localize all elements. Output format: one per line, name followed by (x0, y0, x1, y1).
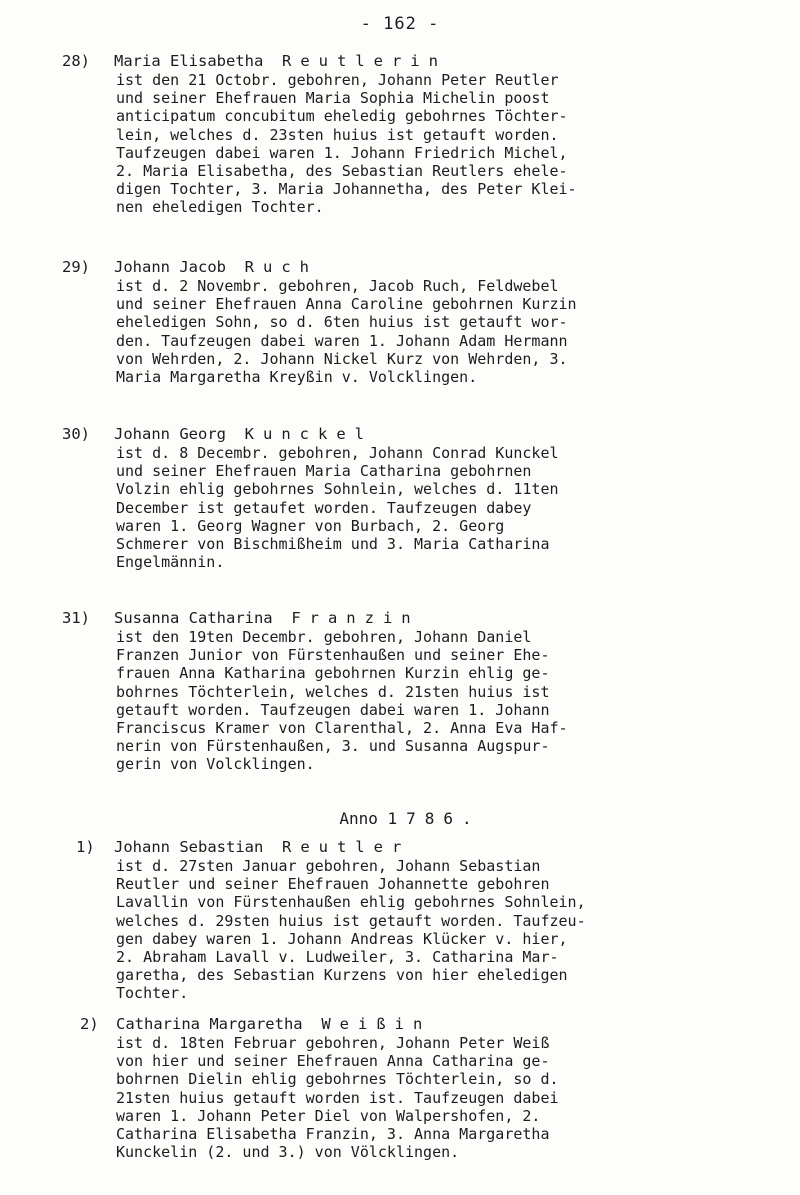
entry-number: 2) (80, 1015, 99, 1033)
entry-line: anticipatum concubitum eheledig gebohrnes Töchter- (116, 107, 568, 126)
entry-surname: Franzin (291, 609, 420, 627)
entry-line: ist d. 27sten Januar gebohren, Johann Sebastian (116, 857, 541, 875)
entry-line: Schmerer von Bischmißheim und 3. Maria Catharina (116, 535, 550, 554)
entry-text (116, 71, 782, 217)
entry-line: Franzen Junior von Fürstenhaußen und seiner Ehe- (116, 646, 550, 665)
entry-line: Volzin ehlig gebohrnes Sohnlein, welches d. 11ten (116, 480, 559, 499)
entry-line: Maria Margaretha Kreyßin v. Volcklingen. (116, 368, 478, 387)
entry-line: von Wehrden, 2. Johann Nickel Kurz von Wehrden, 3. (116, 349, 568, 368)
entry-text (116, 1034, 800, 1161)
entry-line: ist d. 18ten Februar gebohren, Johann Peter Weiß (116, 1034, 550, 1052)
entry-line: und seiner Ehefrauen Maria Catharina gebohrnen (116, 462, 532, 481)
entry-line: Tochter. (116, 984, 189, 1003)
entry-line: waren 1. Johann Peter Diel von Walpershofen, 2. (116, 1106, 541, 1125)
year-heading-label: Anno (339, 809, 378, 828)
entry-line: eheledigen Sohn, so d. 6ten huius ist getauft wor- (116, 313, 568, 332)
entry-line: garetha, des Sebastian Kurzens von hier eheledigen (116, 966, 568, 985)
entry-line: getauft worden. Taufzeugen dabei waren 1. Johann (116, 700, 550, 719)
entry-number: 1) (76, 838, 95, 856)
entry-text (116, 444, 782, 571)
baptism-entry (80, 1015, 800, 1161)
entry-surname: Weißin (321, 1015, 432, 1033)
entry-number: 28) (62, 52, 90, 70)
entry-line: den. Taufzeugen dabei waren 1. Johann Adam Hermann (116, 331, 568, 350)
entry-line: ist d. 2 Novembr. gebohren, Jacob Ruch, Feldwebel (116, 277, 559, 295)
entry-line: nen eheledigen Tochter. (116, 198, 324, 217)
entry-text (116, 277, 782, 386)
entry-line: Taufzeugen dabei waren 1. Johann Friedrich Michel, (116, 143, 568, 162)
entry-given-names: Susanna Catharina (114, 609, 273, 627)
page-number: - 162 - (360, 14, 440, 34)
entry-given-names: Johann Georg (114, 425, 226, 443)
entry-line: December ist getaufet worden. Taufzeugen dabey (116, 498, 532, 517)
entry-number: 30) (62, 425, 90, 443)
baptism-entry (62, 609, 782, 774)
year-heading (0, 809, 800, 828)
entry-line: 2. Abraham Lavall v. Ludweiler, 3. Catharina Mar- (116, 948, 559, 967)
entry-line: digen Tochter, 3. Maria Johannetha, des Peter Klei- (116, 180, 577, 199)
entry-line: Franciscus Kramer von Clarenthal, 2. Anna Eva Haf- (116, 719, 568, 738)
entry-surname: Reutlerin (281, 52, 447, 70)
entry-given-names: Johann Jacob (114, 258, 226, 276)
entry-line: gen dabey waren 1. Johann Andreas Klücker v. hier, (116, 929, 568, 948)
year-heading-year: 1786. (387, 809, 481, 828)
entry-line: Reutler und seiner Ehefrauen Johannette gebohren (116, 875, 550, 894)
entry-heading (62, 425, 782, 444)
entry-line: lein, welches d. 23sten huius ist getauft worden. (116, 125, 559, 144)
entry-text (116, 628, 782, 774)
baptism-entry (76, 838, 796, 1003)
entry-surname: Kunckel (244, 425, 373, 443)
entry-surname: Ruch (244, 258, 318, 276)
entry-line: welches d. 29sten huius ist getauft worden. Taufzeu- (116, 911, 586, 930)
entry-line: ist den 19ten Decembr. gebohren, Johann Daniel (116, 628, 532, 646)
entry-heading (62, 609, 782, 628)
entry-line: und seiner Ehefrauen Maria Sophia Michelin poost (116, 89, 550, 108)
entry-line: Kunckelin (2. und 3.) von Völcklingen. (116, 1143, 460, 1162)
entry-line: gerin von Volcklingen. (116, 755, 315, 774)
entry-line: 2. Maria Elisabetha, des Sebastian Reutlers ehele- (116, 162, 568, 181)
entry-number: 29) (62, 258, 90, 276)
entry-heading (80, 1015, 800, 1034)
entry-number: 31) (62, 609, 90, 627)
entry-line: waren 1. Georg Wagner von Burbach, 2. Georg (116, 516, 505, 535)
entry-heading (62, 52, 782, 71)
entry-line: Lavallin von Fürstenhaußen ehlig gebohrnes Sohnlein, (116, 893, 586, 912)
entry-line: ist d. 8 Decembr. gebohren, Johann Conrad Kunckel (116, 444, 559, 462)
baptism-entry (62, 425, 782, 571)
entry-line: Catharina Elisabetha Franzin, 3. Anna Margaretha (116, 1125, 550, 1144)
entry-given-names: Catharina Margaretha (116, 1015, 303, 1033)
entry-given-names: Maria Elisabetha (114, 52, 264, 70)
entry-line: ist den 21 Octobr. gebohren, Johann Peter Reutler (116, 71, 559, 89)
baptism-entry (62, 52, 782, 217)
entry-surname: Reutler (281, 838, 411, 856)
entry-line: bohrnen Dielin ehlig gebohrnes Töchterlein, so d. (116, 1070, 559, 1089)
baptism-entry (62, 258, 782, 386)
entry-line: bohrnes Töchterlein, welches d. 21sten huius ist (116, 682, 550, 701)
entry-text (116, 857, 796, 1003)
entry-line: von hier und seiner Ehefrauen Anna Catharina ge- (116, 1052, 550, 1071)
entry-line: 21sten huius getauft worden ist. Taufzeugen dabei (116, 1088, 559, 1107)
entry-heading (62, 258, 782, 277)
entry-line: nerin von Fürstenhaußen, 3. und Susanna Augspur- (116, 737, 550, 756)
entry-line: frauen Anna Katharina gebohrnen Kurzin ehlig ge- (116, 664, 550, 683)
entry-line: Engelmännin. (116, 553, 225, 572)
entry-given-names: Johann Sebastian (114, 838, 264, 856)
entry-line: und seiner Ehefrauen Anna Caroline gebohrnen Kurzin (116, 295, 577, 314)
entry-heading (76, 838, 796, 857)
